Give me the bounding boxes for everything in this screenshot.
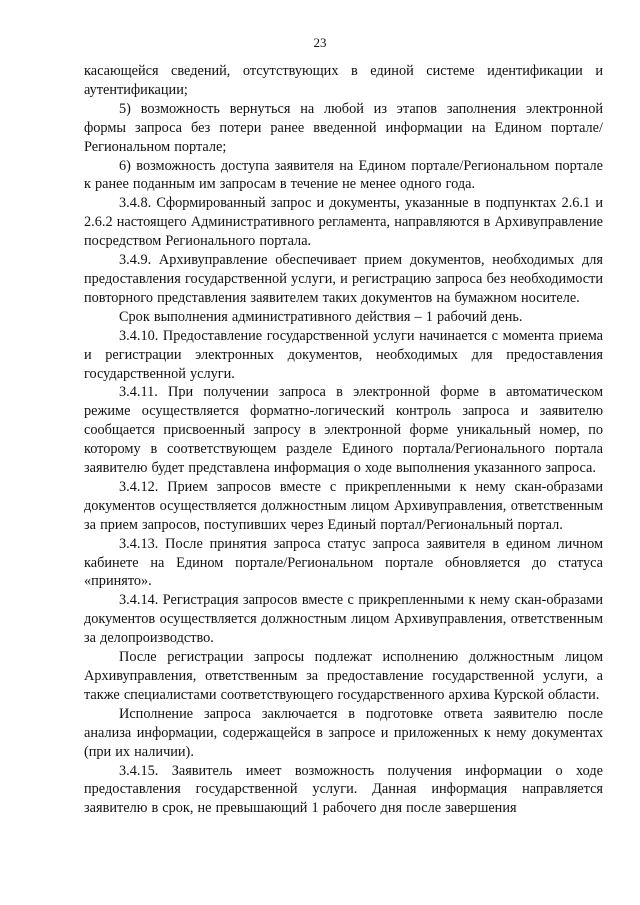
- page-number: 23: [313, 35, 327, 50]
- paragraph-3-4-15: 3.4.15. Заявитель имеет возможность получения информации о ходе предоставления государственной услуги. Данная информация направляется заявителю в срок, не превышающий 1 рабочего дня после завершения: [84, 762, 603, 817]
- paragraph-continuation: касающейся сведений, отсутствующих в единой системе идентификации и аутентификации;: [84, 63, 603, 98]
- paragraph-3-4-14: 3.4.14. Регистрация запросов вместе с прикрепленными к нему скан-образами документов осуществляется должностным лицом Архивуправления, ответственным за делопроизводство.: [84, 592, 603, 647]
- paragraph-3-4-12: 3.4.12. Прием запросов вместе с прикрепленными к нему скан-образами документов осуществляется должностным лицом Архивуправления, ответственным за прием запросов, поступивших через Единый портал/Региональный портал.: [84, 478, 603, 533]
- paragraph-item-5: 5) возможность вернуться на любой из этапов заполнения электронной формы запроса без потери ранее введенной информации на Едином портале/Региональном портале;: [84, 100, 603, 155]
- paragraph-3-4-9: 3.4.9. Архивуправление обеспечивает прием документов, необходимых для предоставления государственной услуги, и регистрацию запроса без необходимости повторного представления заявителем таких документов на бумажном носителе.: [84, 252, 603, 306]
- paragraph-execution: Исполнение запроса заключается в подготовке ответа заявителю после анализа информации, содержащейся в запросе и приложенных к нему документах (при их наличии).: [84, 705, 603, 760]
- paragraph-item-6: 6) возможность доступа заявителя на Едином портале/Региональном портале к ранее поданным им запросам в течение не менее одного года.: [84, 157, 603, 193]
- paragraph-3-4-10: 3.4.10. Предоставление государственной услуги начинается с момента приема и регистрации электронных документов, необходимых для предоставления государственной услуги.: [84, 327, 603, 382]
- document-body: [84, 62, 603, 818]
- paragraph-3-4-11: 3.4.11. При получении запроса в электронной форме в автоматическом режиме осуществляется форматно-логический контроль запроса и заявителю сообщается присвоенный запросу в электронной форме уникальный номер, по которому в соответствующем разделе Единого портала/Регионального портала заявителю будет представлена информация о ходе выполнения указанного запроса.: [84, 384, 603, 477]
- paragraph-registration: После регистрации запросы подлежат исполнению должностным лицом Архивуправления, ответственным за предоставление государственной услуги, а также специалистами соответствующего государственного архива Курской области.: [84, 649, 603, 703]
- paragraph-deadline: Срок выполнения административного действия – 1 рабочий день.: [119, 308, 523, 325]
- paragraph-3-4-8: 3.4.8. Сформированный запрос и документы, указанные в подпунктах 2.6.1 и 2.6.2 настоящего Административного регламента, направляются в Архивуправление посредством Регионального портала.: [84, 195, 603, 250]
- paragraph-3-4-13: 3.4.13. После принятия запроса статус запроса заявителя в едином личном кабинете на Едином портале/Региональном портале обновляется до статуса «принято».: [84, 535, 603, 590]
